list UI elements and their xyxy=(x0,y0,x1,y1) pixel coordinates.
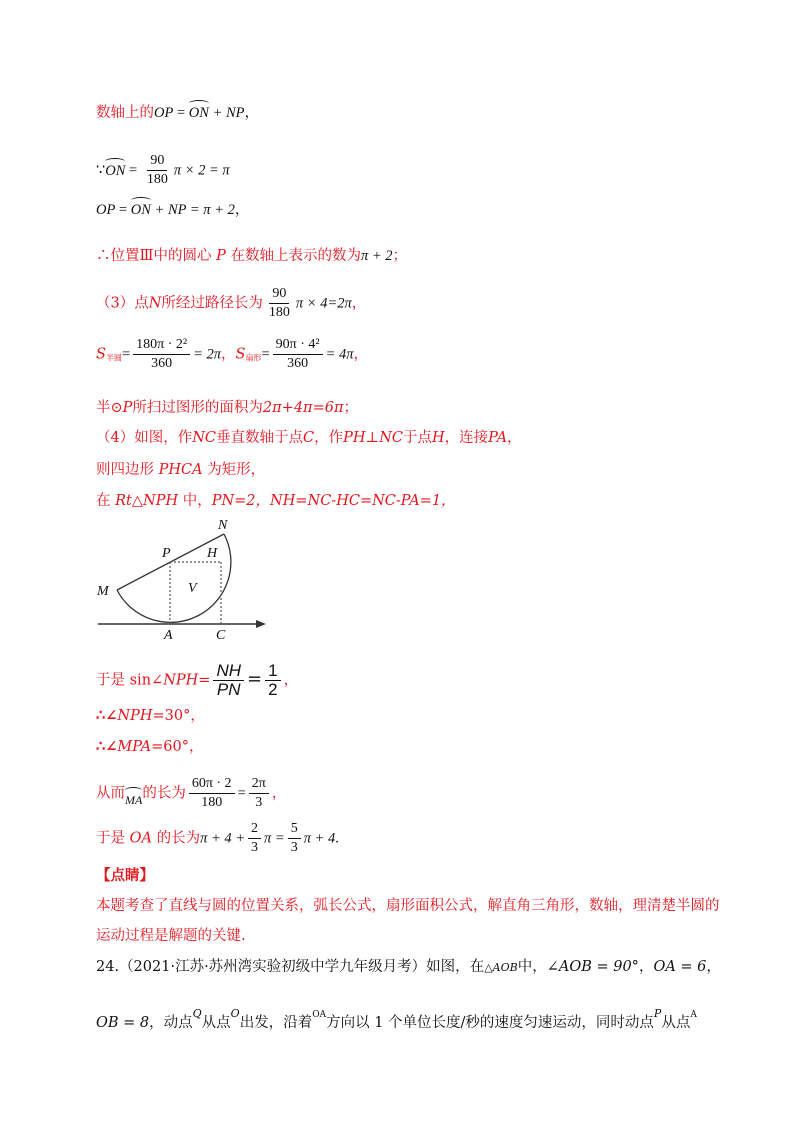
text: ∴∠ xyxy=(96,707,118,724)
math: = 4π xyxy=(325,346,354,363)
math: π + 4 xyxy=(303,830,336,847)
label-a: A xyxy=(164,628,173,643)
arc-on: ON xyxy=(188,105,209,121)
geometry-figure xyxy=(90,515,270,645)
text: 则四边形 xyxy=(96,462,154,478)
math: + NP = π + 2 xyxy=(150,202,235,218)
fraction: $\frac{90}{180}$ xyxy=(146,153,168,187)
label-v: V xyxy=(188,581,197,596)
text: H xyxy=(431,430,445,446)
line-swept-area xyxy=(96,398,358,418)
line-arc-on-value xyxy=(96,152,230,189)
text: S xyxy=(235,346,246,363)
math: O xyxy=(230,1007,240,1020)
math: π × 4=2π xyxy=(295,295,352,312)
summary-line-1: 本题考查了直线与圆的位置关系，弧长公式，扇形面积公式，解直角三角形，数轴，理清楚半圆的 xyxy=(96,898,720,914)
line-op-equation xyxy=(96,103,259,123)
math: ∠AOB = 90° xyxy=(546,959,639,975)
text: 垂直数轴于点 xyxy=(216,430,304,446)
line-position-iii xyxy=(96,246,407,266)
math: = xyxy=(115,202,131,218)
question-number: 24. xyxy=(96,959,120,975)
math: π + 2 xyxy=(360,248,393,264)
fraction: $\frac{5}{3}$ xyxy=(288,820,301,857)
fraction: $\frac{60\pi \cdot 2}{180}$ xyxy=(189,775,235,812)
math: OP xyxy=(154,105,174,121)
text: ，动点 xyxy=(149,1015,193,1031)
text: 扇形 xyxy=(245,353,262,363)
line-part3-path xyxy=(96,285,366,322)
fraction: $\frac{2}{3}$ xyxy=(248,820,261,857)
fraction: $\frac{2\pi}{3}$ xyxy=(249,775,269,812)
fraction: $\frac{1}{2}$ xyxy=(265,662,280,699)
math: OA xyxy=(312,1010,327,1020)
text: PN=2，NH=NC-HC=NC-PA=1， xyxy=(211,493,456,509)
text: 数轴上的 xyxy=(96,105,154,121)
text: ， xyxy=(244,105,260,121)
text: ； xyxy=(392,248,408,264)
text: NPH xyxy=(117,708,153,724)
text: 于是 sin∠ xyxy=(96,672,164,689)
text: S xyxy=(96,346,106,363)
text: 从而 xyxy=(96,785,125,802)
math: P xyxy=(653,1007,662,1020)
label-n: N xyxy=(218,518,228,533)
line-part4-construction xyxy=(96,428,522,448)
arc-on: ON xyxy=(105,162,126,179)
math: 2π+4π=6π xyxy=(262,400,344,416)
text: ∴位置Ⅲ中的圆心 xyxy=(96,248,212,264)
text: 中， xyxy=(517,959,547,975)
math: = xyxy=(237,785,246,802)
text: ∴∠ xyxy=(96,738,118,755)
line-areas xyxy=(96,336,368,373)
summary-line-2: 运动过程是解题的关键. xyxy=(96,928,246,944)
text: NC xyxy=(192,430,217,446)
text: ， xyxy=(638,959,654,975)
text: ， xyxy=(353,346,368,363)
line-angle-nph xyxy=(96,706,205,726)
text: 所扫过图形的面积为 xyxy=(132,400,263,416)
text: ， xyxy=(507,430,522,446)
line-angle-mpa xyxy=(96,737,203,757)
math: Q xyxy=(192,1007,202,1020)
text: 在 xyxy=(96,493,111,509)
text: 中， xyxy=(182,493,212,509)
math: π + 4 + xyxy=(200,830,246,847)
line-arc-ma xyxy=(96,775,286,812)
text: ； xyxy=(343,400,358,416)
perp-symbol: ⊥ xyxy=(365,430,380,446)
text: （2021·江苏·苏州湾实验初级中学九年级月考）如图，在 xyxy=(119,959,485,975)
text: N xyxy=(148,295,162,312)
text: （3）点 xyxy=(96,295,149,312)
text: 从点 xyxy=(661,1015,691,1031)
label-h: H xyxy=(207,546,218,561)
fraction: $\frac{90}{180}$ xyxy=(268,286,290,320)
text: . xyxy=(335,830,339,847)
math: π × 2 = π xyxy=(173,162,230,179)
math: = xyxy=(121,346,131,363)
text: Rt xyxy=(115,493,132,509)
text: ， xyxy=(351,295,367,312)
text: OA xyxy=(129,830,152,847)
arc-ma: MA xyxy=(125,790,142,810)
text: 在数轴上表示的数为 xyxy=(230,248,361,264)
line-oa-length xyxy=(96,820,339,857)
text: 为矩形， xyxy=(207,462,266,478)
text: C xyxy=(303,430,315,446)
text: P xyxy=(216,248,226,264)
text: PH xyxy=(343,430,366,446)
text: 方向以 1 个单位长度/秒的速度匀速运动，同时动点 xyxy=(326,1015,654,1031)
fraction: $\frac{NH}{PN}$ xyxy=(213,662,244,699)
line-right-triangle xyxy=(96,491,456,511)
text: （4）如图，作 xyxy=(96,430,193,446)
math: = 2π xyxy=(193,346,221,363)
text: ， xyxy=(271,785,287,802)
line-sin xyxy=(96,662,298,699)
text: = xyxy=(198,672,211,689)
math: OB = 8 xyxy=(96,1015,150,1031)
text: MPA xyxy=(117,739,152,755)
text: NPH xyxy=(163,672,199,689)
text: 半圆 xyxy=(105,353,122,363)
text: P xyxy=(122,400,133,416)
line-rectangle xyxy=(96,460,265,480)
question-24-line-1 xyxy=(96,957,721,978)
line-op-value xyxy=(96,200,249,220)
text: 的长为 xyxy=(142,785,186,802)
math: = xyxy=(247,668,263,690)
math: = xyxy=(125,162,141,179)
text: 出发，沿着 xyxy=(239,1015,313,1031)
fraction: $\frac{\text{90π · 4²}}{360}$ xyxy=(273,336,323,373)
text: 半⊙ xyxy=(96,400,123,416)
arc-on: ON xyxy=(130,202,151,218)
text: NC xyxy=(379,430,403,446)
because-symbol: ∵ xyxy=(96,162,106,179)
label-m: M xyxy=(97,584,109,599)
text: PA xyxy=(488,430,508,446)
text: NPH xyxy=(143,493,179,509)
text: 从点 xyxy=(201,1015,231,1031)
question-24-line-2 xyxy=(96,1000,697,1037)
fraction: $\frac{\text{180π · 2²}}{360}$ xyxy=(133,336,190,373)
math: OP xyxy=(96,202,116,218)
text: 所经过路径长为 xyxy=(161,295,263,312)
math: = xyxy=(261,346,270,363)
number-line-arrow-icon xyxy=(256,620,266,628)
math: △AOB xyxy=(484,961,518,974)
section-heading-dianjing: 【点睛】 xyxy=(96,867,154,884)
triangle-symbol: △ xyxy=(131,493,144,509)
text: ， xyxy=(706,959,721,975)
math: π = xyxy=(264,830,285,847)
text: =60°， xyxy=(151,739,204,755)
text: ， xyxy=(283,672,299,689)
text: PHCA xyxy=(158,462,203,478)
text: 的长为 xyxy=(156,830,201,847)
text: =30°， xyxy=(152,708,205,724)
math: = xyxy=(173,105,189,121)
text: ， xyxy=(234,202,250,218)
text: 于是 xyxy=(96,830,125,847)
math: OA = 6 xyxy=(653,959,707,975)
text: ，连接 xyxy=(444,430,489,446)
text: ， xyxy=(221,346,236,363)
label-p: P xyxy=(162,546,171,561)
text: 于点 xyxy=(402,430,432,446)
math: + NP xyxy=(208,105,245,121)
label-c: C xyxy=(216,628,226,643)
text: ，作 xyxy=(314,430,344,446)
math: A xyxy=(690,1010,697,1020)
